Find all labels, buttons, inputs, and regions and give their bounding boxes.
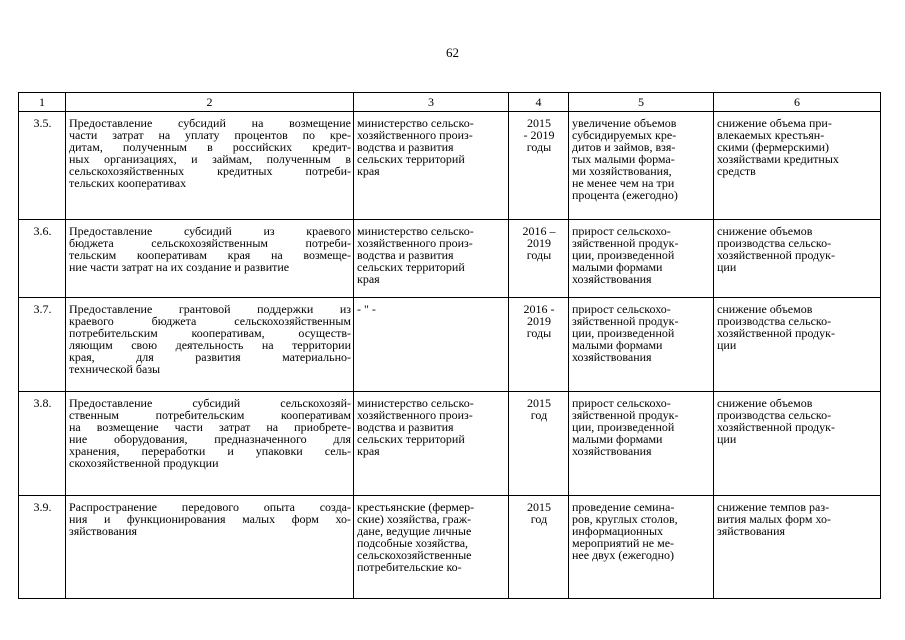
- result-cell-line: хозяйствования: [572, 272, 652, 286]
- event-cell-line: зяйствования: [69, 524, 138, 538]
- years-cell-line: год: [530, 512, 548, 526]
- result-cell-line: прирост сельскохо-: [572, 302, 671, 316]
- executor-cell-line: министерство сельско-: [357, 224, 474, 238]
- event-cell-line: краевого бюджета сельскохозяйственным: [69, 314, 351, 328]
- years-cell: [509, 392, 569, 496]
- executor-cell: [354, 298, 509, 392]
- years-cell-line: 2015: [527, 500, 551, 514]
- event-cell-line: потребительским кооперативам, осуществ-: [69, 326, 351, 340]
- years-cell-line: годы: [526, 326, 552, 340]
- event-cell: [66, 298, 354, 392]
- result-cell-line: ров, круглых столов,: [572, 512, 678, 526]
- years-cell-line: 2015: [527, 116, 551, 130]
- event-cell-line: Предоставление субсидий сельскохозяй-: [69, 396, 351, 410]
- event-cell-line: части затрат на уплату процентов по кре-: [69, 128, 351, 142]
- executor-cell-line: хозяйственного произ-: [357, 128, 473, 142]
- result-cell-line: не менее чем на три: [572, 176, 675, 190]
- executor-cell-line: потребительские ко-: [357, 560, 462, 574]
- consequence-cell-line: производства сельско-: [717, 236, 832, 250]
- years-cell-line: годы: [526, 140, 552, 154]
- event-cell-line: ляющим свою деятельность на территории: [69, 338, 351, 352]
- event-cell-line: тельских кооперативах: [69, 176, 187, 190]
- row-number: 3.8.: [19, 392, 66, 496]
- result-cell-line: информационных: [572, 524, 664, 538]
- result-cell-line: дитов и займов, взя-: [572, 140, 676, 154]
- event-cell-line: технической базы: [69, 362, 161, 376]
- row-number: 3.5.: [19, 112, 66, 220]
- executor-cell-line: министерство сельско-: [357, 116, 474, 130]
- years-cell-line: 2019: [527, 236, 551, 250]
- event-cell-line: ственным потребительским кооперативам: [69, 408, 351, 422]
- header-col-2: 2: [66, 93, 354, 112]
- executor-cell-line: крестьянские (фермер-: [357, 500, 475, 514]
- event-cell-line: тельским кооперативам края на возмеще-: [69, 248, 351, 262]
- table-row: [19, 220, 881, 298]
- executor-cell-line: водства и развития: [357, 420, 454, 434]
- event-cell-line: Предоставление субсидий на возмещение: [69, 116, 351, 130]
- header-col-5: 5: [569, 93, 714, 112]
- result-cell-line: ции, произведенной: [572, 326, 675, 340]
- event-cell-line: Распространение передового опыта созда-: [69, 500, 351, 514]
- result-cell-line: прирост сельскохо-: [572, 224, 671, 238]
- years-cell-line: 2016 –: [522, 224, 556, 238]
- executor-cell-line: хозяйственного произ-: [357, 236, 473, 250]
- result-cell: [569, 112, 714, 220]
- years-cell-line: годы: [526, 248, 552, 262]
- table-row: [19, 496, 881, 599]
- row-number: 3.6.: [19, 220, 66, 298]
- consequence-cell-line: скими (фермерскими): [717, 140, 830, 154]
- executor-cell: [354, 112, 509, 220]
- event-cell: [66, 112, 354, 220]
- event-cell-line: ния и функционирования малых форм хо-: [69, 512, 351, 526]
- consequence-cell: [714, 112, 881, 220]
- executor-cell-line: водства и развития: [357, 140, 454, 154]
- event-cell-line: скохозяйственной продукции: [69, 456, 219, 470]
- years-cell: [509, 496, 569, 599]
- result-cell-line: хозяйствования: [572, 350, 652, 364]
- event-cell-line: ние части затрат на их создание и развитие: [69, 260, 290, 274]
- executor-cell-line: сельскохозяйственные: [357, 548, 472, 562]
- consequence-cell-line: вития малых форм хо-: [717, 512, 831, 526]
- event-cell-line: Предоставление грантовой поддержки из: [69, 302, 351, 316]
- event-cell: [66, 496, 354, 599]
- result-cell-line: ции, произведенной: [572, 420, 675, 434]
- result-cell-line: зяйственной продук-: [572, 408, 679, 422]
- consequence-cell-line: производства сельско-: [717, 314, 832, 328]
- years-cell-line: 2016 -: [523, 302, 555, 316]
- header-col-1: 1: [19, 93, 66, 112]
- consequence-cell-line: средств: [717, 164, 756, 178]
- event-cell-line: края, для развития материально-: [69, 350, 351, 364]
- consequence-cell-line: ции: [717, 432, 737, 446]
- consequence-cell-line: ции: [717, 338, 737, 352]
- executor-cell-line: подсобные хозяйства,: [357, 536, 469, 550]
- consequence-cell-line: снижение объемов: [717, 396, 813, 410]
- years-cell-line: год: [530, 408, 548, 422]
- result-cell-line: зяйственной продук-: [572, 236, 679, 250]
- consequence-cell-line: хозяйствами кредитных: [717, 152, 839, 166]
- years-cell: [509, 298, 569, 392]
- years-cell-line: - 2019: [523, 128, 555, 142]
- event-cell-line: дитам, полученным в российских кредит-: [69, 140, 351, 154]
- consequence-cell-line: снижение объемов: [717, 224, 813, 238]
- result-cell: [569, 496, 714, 599]
- consequence-cell: [714, 298, 881, 392]
- years-cell-line: 2019: [527, 314, 551, 328]
- executor-cell: [354, 496, 509, 599]
- event-cell-line: ных организациях, и займам, полученным в: [69, 152, 351, 166]
- row-number: 3.7.: [19, 298, 66, 392]
- executor-cell-line: дане, ведущие личные: [357, 524, 472, 538]
- result-cell-line: увеличение объемов: [572, 116, 677, 130]
- executor-cell-line: сельских территорий: [357, 260, 465, 274]
- result-cell-line: проведение семина-: [572, 500, 675, 514]
- result-cell-line: тых малыми форма-: [572, 152, 675, 166]
- consequence-cell: [714, 496, 881, 599]
- executor-cell: [354, 392, 509, 496]
- executor-cell-line: сельских территорий: [357, 152, 465, 166]
- header-col-4: 4: [509, 93, 569, 112]
- executor-cell-line: края: [357, 164, 380, 178]
- event-cell-line: бюджета сельскохозяйственным потреби-: [69, 236, 351, 250]
- consequence-cell: [714, 392, 881, 496]
- event-cell-line: сельскохозяйственных кредитных потреби-: [69, 164, 351, 178]
- consequence-cell-line: зяйствования: [717, 524, 786, 538]
- event-cell-line: хранения, переработки и упаковки сель-: [69, 444, 351, 458]
- table-row: [19, 112, 881, 220]
- consequence-cell-line: хозяйственной продук-: [717, 248, 835, 262]
- consequence-cell-line: хозяйственной продук-: [717, 420, 835, 434]
- result-cell-line: ми хозяйствования,: [572, 164, 672, 178]
- table-row: [19, 392, 881, 496]
- consequence-cell-line: влекаемых крестьян-: [717, 128, 825, 142]
- event-cell-line: Предоставление субсидий из краевого: [69, 224, 351, 238]
- executor-cell-line: - " -: [357, 302, 376, 316]
- consequence-cell-line: производства сельско-: [717, 408, 832, 422]
- result-cell-line: мероприятий не ме-: [572, 536, 675, 550]
- page-number: 62: [446, 45, 459, 60]
- result-cell-line: нее двух (ежегодно): [572, 548, 675, 562]
- consequence-cell-line: снижение объема при-: [717, 116, 832, 130]
- event-cell: [66, 392, 354, 496]
- result-cell-line: зяйственной продук-: [572, 314, 679, 328]
- header-col-3: 3: [354, 93, 509, 112]
- consequence-cell-line: ции: [717, 260, 737, 274]
- consequence-cell-line: снижение объемов: [717, 302, 813, 316]
- result-cell: [569, 392, 714, 496]
- header-col-6: 6: [714, 93, 881, 112]
- executor-cell-line: края: [357, 444, 380, 458]
- consequence-cell: [714, 220, 881, 298]
- result-cell-line: малыми формами: [572, 432, 663, 446]
- years-cell: [509, 220, 569, 298]
- row-number: 3.9.: [19, 496, 66, 599]
- event-cell: [66, 220, 354, 298]
- executor-cell-line: министерство сельско-: [357, 396, 474, 410]
- executor-cell-line: ские) хозяйства, граж-: [357, 512, 472, 526]
- table-row: [19, 298, 881, 392]
- executor-cell-line: сельских территорий: [357, 432, 465, 446]
- result-cell-line: субсидируемых кре-: [572, 128, 677, 142]
- result-cell-line: процента (ежегодно): [572, 188, 678, 202]
- executor-cell: [354, 220, 509, 298]
- result-cell: [569, 220, 714, 298]
- activities-table: [18, 92, 881, 599]
- executor-cell-line: водства и развития: [357, 248, 454, 262]
- result-cell-line: прирост сельскохо-: [572, 396, 671, 410]
- executor-cell-line: хозяйственного произ-: [357, 408, 473, 422]
- consequence-cell-line: хозяйственной продук-: [717, 326, 835, 340]
- result-cell: [569, 298, 714, 392]
- table-header-row: [19, 93, 881, 112]
- event-cell-line: ние оборудования, предназначенного для: [69, 432, 351, 446]
- years-cell: [509, 112, 569, 220]
- executor-cell-line: края: [357, 272, 380, 286]
- result-cell-line: хозяйствования: [572, 444, 652, 458]
- event-cell-line: на возмещение части затрат на приобрете-: [69, 420, 351, 434]
- years-cell-line: 2015: [527, 396, 551, 410]
- result-cell-line: малыми формами: [572, 260, 663, 274]
- result-cell-line: малыми формами: [572, 338, 663, 352]
- consequence-cell-line: снижение темпов раз-: [717, 500, 830, 514]
- result-cell-line: ции, произведенной: [572, 248, 675, 262]
